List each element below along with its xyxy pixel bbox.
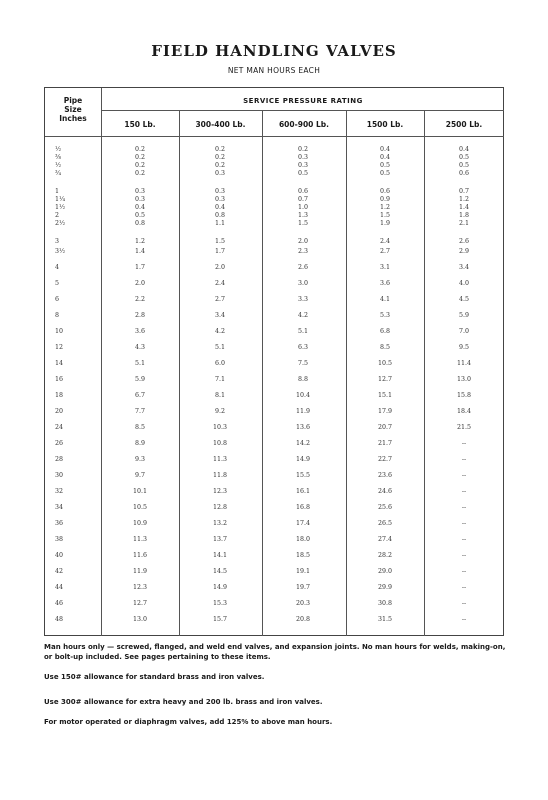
- man-hours-cell: 29.9: [377, 584, 393, 591]
- man-hours-cell: 0.3: [214, 188, 225, 195]
- pipe-size-cell: ¾: [55, 170, 62, 177]
- man-hours-cell: 8.5: [134, 424, 145, 431]
- man-hours-cell: 14.1: [212, 552, 228, 559]
- man-hours-cell: 0.8: [134, 220, 145, 227]
- pipe-size-cell: 42: [55, 568, 64, 575]
- header-divider: [45, 136, 504, 137]
- man-hours-cell: 4.2: [214, 328, 225, 335]
- service-pressure-header: SERVICE PRESSURE RATING: [243, 97, 363, 105]
- man-hours-cell: 10.5: [377, 360, 393, 367]
- man-hours-cell: 15.8: [456, 392, 472, 399]
- man-hours-cell: 30.8: [377, 600, 393, 607]
- pipe-size-header-line: Size: [64, 105, 82, 114]
- man-hours-cell: 6.8: [379, 328, 390, 335]
- man-hours-cell: 13.0: [132, 616, 148, 623]
- man-hours-cell: 19.7: [295, 584, 311, 591]
- pipe-size-cell: 2½: [55, 220, 66, 227]
- man-hours-cell: --: [461, 520, 467, 527]
- man-hours-cell: 0.5: [379, 170, 390, 177]
- pipe-size-cell: 12: [55, 344, 64, 351]
- column-divider: [346, 110, 347, 636]
- column-header: 2500 Lb.: [445, 120, 483, 129]
- note-3: Use 300# allowance for extra heavy and 200 lb. brass and iron valves.: [44, 698, 323, 706]
- man-hours-cell: 0.3: [134, 196, 145, 203]
- man-hours-cell: 0.2: [214, 146, 225, 153]
- man-hours-cell: 0.3: [297, 154, 308, 161]
- man-hours-cell: 1.5: [214, 238, 225, 245]
- man-hours-cell: 24.6: [377, 488, 393, 495]
- man-hours-cell: 20.3: [295, 600, 311, 607]
- man-hours-cell: 15.7: [212, 616, 228, 623]
- man-hours-cell: 4.0: [458, 280, 469, 287]
- man-hours-cell: 3.4: [458, 264, 469, 271]
- man-hours-cell: 0.2: [134, 170, 145, 177]
- man-hours-cell: 2.4: [214, 280, 225, 287]
- man-hours-cell: 12.7: [377, 376, 393, 383]
- man-hours-cell: 17.9: [377, 408, 393, 415]
- column-header: 300-400 Lb.: [195, 120, 246, 129]
- man-hours-cell: 8.5: [379, 344, 390, 351]
- man-hours-cell: 11.9: [295, 408, 311, 415]
- man-hours-cell: 0.9: [379, 196, 390, 203]
- pipe-size-cell: 16: [55, 376, 64, 383]
- man-hours-cell: 6.0: [214, 360, 225, 367]
- man-hours-cell: 5.3: [379, 312, 390, 319]
- man-hours-cell: 9.5: [458, 344, 469, 351]
- pipe-size-cell: 20: [55, 408, 64, 415]
- man-hours-cell: 0.6: [458, 170, 469, 177]
- man-hours-cell: 4.2: [297, 312, 308, 319]
- column-header: 150 Lb.: [124, 120, 156, 129]
- man-hours-cell: 1.3: [297, 212, 308, 219]
- note-1: Man hours only — screwed, flanged, and weld end valves, and expansion joints. No man hours for welds, making-on, or bolt-up included. See pages pertaining to these items.: [44, 643, 506, 661]
- man-hours-cell: 21.5: [456, 424, 472, 431]
- man-hours-cell: 1.2: [134, 238, 145, 245]
- column-divider: [262, 110, 263, 636]
- man-hours-cell: 0.4: [134, 204, 145, 211]
- man-hours-cell: --: [461, 552, 467, 559]
- man-hours-cell: 1.2: [379, 204, 390, 211]
- man-hours-cell: 10.9: [132, 520, 148, 527]
- pipe-size-cell: 3½: [55, 248, 66, 255]
- man-hours-cell: 9.3: [134, 456, 145, 463]
- man-hours-cell: 1.4: [458, 204, 469, 211]
- man-hours-cell: 2.6: [458, 238, 469, 245]
- pipe-size-cell: 26: [55, 440, 64, 447]
- man-hours-cell: --: [461, 568, 467, 575]
- man-hours-cell: 20.8: [295, 616, 311, 623]
- man-hours-cell: 25.6: [377, 504, 393, 511]
- pipe-size-header: [45, 96, 101, 123]
- man-hours-cell: 12.8: [212, 504, 228, 511]
- man-hours-cell: --: [461, 472, 467, 479]
- man-hours-cell: 0.6: [297, 188, 308, 195]
- man-hours-cell: 13.0: [456, 376, 472, 383]
- man-hours-cell: 0.2: [214, 154, 225, 161]
- man-hours-cell: 11.3: [132, 536, 148, 543]
- man-hours-cell: 0.4: [214, 204, 225, 211]
- man-hours-cell: 7.7: [134, 408, 145, 415]
- page-title: FIELD HANDLING VALVES: [151, 42, 397, 60]
- man-hours-cell: 10.5: [132, 504, 148, 511]
- pipe-size-cell: 6: [55, 296, 60, 303]
- man-hours-cell: --: [461, 440, 467, 447]
- man-hours-cell: 1.7: [214, 248, 225, 255]
- man-hours-cell: 11.4: [456, 360, 472, 367]
- man-hours-cell: 3.0: [297, 280, 308, 287]
- man-hours-cell: 0.2: [134, 154, 145, 161]
- man-hours-cell: 9.2: [214, 408, 225, 415]
- man-hours-cell: 5.9: [458, 312, 469, 319]
- man-hours-cell: 0.4: [379, 154, 390, 161]
- man-hours-cell: 2.7: [214, 296, 225, 303]
- pipe-size-cell: 3: [55, 238, 60, 245]
- man-hours-cell: 15.3: [212, 600, 228, 607]
- man-hours-cell: 13.7: [212, 536, 228, 543]
- man-hours-cell: 18.5: [295, 552, 311, 559]
- man-hours-cell: 5.1: [134, 360, 145, 367]
- man-hours-cell: 4.3: [134, 344, 145, 351]
- man-hours-cell: 11.3: [212, 456, 228, 463]
- man-hours-cell: 2.2: [134, 296, 145, 303]
- man-hours-cell: 0.3: [134, 188, 145, 195]
- pipe-size-cell: 2: [55, 212, 60, 219]
- man-hours-cell: 0.5: [458, 162, 469, 169]
- pipe-size-cell: ⅜: [55, 154, 62, 161]
- man-hours-cell: 1.5: [379, 212, 390, 219]
- man-hours-cell: 6.3: [297, 344, 308, 351]
- column-divider: [179, 110, 180, 636]
- man-hours-cell: 2.8: [134, 312, 145, 319]
- man-hours-cell: 0.4: [379, 146, 390, 153]
- man-hours-cell: 2.1: [458, 220, 469, 227]
- man-hours-cell: 7.5: [297, 360, 308, 367]
- pipe-size-header-line: Pipe: [63, 96, 83, 105]
- man-hours-cell: 14.5: [212, 568, 228, 575]
- man-hours-cell: --: [461, 616, 467, 623]
- man-hours-cell: 16.8: [295, 504, 311, 511]
- pipe-size-cell: 10: [55, 328, 64, 335]
- man-hours-cell: 12.7: [132, 600, 148, 607]
- man-hours-cell: 29.0: [377, 568, 393, 575]
- man-hours-cell: 0.2: [297, 146, 308, 153]
- man-hours-cell: 18.0: [295, 536, 311, 543]
- man-hours-cell: 8.9: [134, 440, 145, 447]
- man-hours-cell: 13.6: [295, 424, 311, 431]
- man-hours-cell: 0.8: [214, 212, 225, 219]
- man-hours-cell: 4.5: [458, 296, 469, 303]
- man-hours-cell: 7.1: [214, 376, 225, 383]
- man-hours-cell: 26.5: [377, 520, 393, 527]
- pipe-size-cell: 46: [55, 600, 64, 607]
- man-hours-cell: 0.5: [379, 162, 390, 169]
- column-divider: [424, 110, 425, 636]
- man-hours-cell: 0.3: [214, 196, 225, 203]
- man-hours-cell: 0.3: [214, 170, 225, 177]
- man-hours-cell: 10.8: [212, 440, 228, 447]
- man-hours-cell: 1.5: [297, 220, 308, 227]
- man-hours-cell: 11.8: [212, 472, 228, 479]
- pipe-size-cell: ½: [55, 162, 62, 169]
- man-hours-cell: 3.6: [379, 280, 390, 287]
- man-hours-cell: 1.0: [297, 204, 308, 211]
- man-hours-cell: 13.2: [212, 520, 228, 527]
- man-hours-cell: 2.0: [297, 238, 308, 245]
- pipe-size-cell: 36: [55, 520, 64, 527]
- man-hours-cell: 28.2: [377, 552, 393, 559]
- man-hours-cell: 16.1: [295, 488, 311, 495]
- man-hours-cell: 0.2: [134, 162, 145, 169]
- man-hours-cell: 27.4: [377, 536, 393, 543]
- man-hours-cell: 4.1: [379, 296, 390, 303]
- pipe-size-cell: 1: [55, 188, 60, 195]
- man-hours-cell: 11.9: [132, 568, 148, 575]
- pipe-size-cell: 1¼: [55, 196, 66, 203]
- pipe-size-cell: 30: [55, 472, 64, 479]
- man-hours-cell: 20.7: [377, 424, 393, 431]
- man-hours-cell: 21.7: [377, 440, 393, 447]
- man-hours-cell: 2.0: [134, 280, 145, 287]
- man-hours-cell: 0.4: [458, 146, 469, 153]
- man-hours-cell: 0.2: [214, 162, 225, 169]
- man-hours-cell: 7.0: [458, 328, 469, 335]
- man-hours-cell: 3.1: [379, 264, 390, 271]
- man-hours-cell: 12.3: [212, 488, 228, 495]
- man-hours-cell: 0.3: [297, 162, 308, 169]
- man-hours-cell: --: [461, 584, 467, 591]
- man-hours-cell: 1.7: [134, 264, 145, 271]
- pipe-size-cell: 18: [55, 392, 64, 399]
- man-hours-cell: 3.6: [134, 328, 145, 335]
- pipe-size-cell: ½: [55, 146, 62, 153]
- man-hours-cell: 3.4: [214, 312, 225, 319]
- man-hours-cell: 9.7: [134, 472, 145, 479]
- man-hours-cell: 1.2: [458, 196, 469, 203]
- man-hours-cell: 2.7: [379, 248, 390, 255]
- man-hours-cell: --: [461, 504, 467, 511]
- man-hours-cell: 14.9: [212, 584, 228, 591]
- man-hours-cell: 14.2: [295, 440, 311, 447]
- pipe-size-cell: 28: [55, 456, 64, 463]
- man-hours-cell: --: [461, 600, 467, 607]
- man-hours-cell: 0.7: [458, 188, 469, 195]
- man-hours-cell: 18.4: [456, 408, 472, 415]
- man-hours-cell: 11.6: [132, 552, 148, 559]
- man-hours-cell: 2.9: [458, 248, 469, 255]
- man-hours-cell: 1.8: [458, 212, 469, 219]
- man-hours-cell: 23.6: [377, 472, 393, 479]
- pipe-size-cell: 8: [55, 312, 60, 319]
- man-hours-table: [44, 87, 504, 636]
- man-hours-cell: 1.1: [214, 220, 225, 227]
- pipe-size-cell: 5: [55, 280, 60, 287]
- man-hours-cell: 0.7: [297, 196, 308, 203]
- pipe-size-cell: 38: [55, 536, 64, 543]
- man-hours-cell: --: [461, 456, 467, 463]
- man-hours-cell: 1.9: [379, 220, 390, 227]
- man-hours-cell: 2.4: [379, 238, 390, 245]
- man-hours-cell: 0.6: [379, 188, 390, 195]
- pipe-size-cell: 44: [55, 584, 64, 591]
- man-hours-cell: 3.3: [297, 296, 308, 303]
- man-hours-cell: 2.3: [297, 248, 308, 255]
- man-hours-cell: 10.3: [212, 424, 228, 431]
- man-hours-cell: 10.4: [295, 392, 311, 399]
- pipe-size-cell: 48: [55, 616, 64, 623]
- man-hours-cell: 0.5: [297, 170, 308, 177]
- man-hours-cell: 2.6: [297, 264, 308, 271]
- man-hours-cell: 8.1: [214, 392, 225, 399]
- man-hours-cell: 12.3: [132, 584, 148, 591]
- group-header-divider: [101, 110, 504, 111]
- page-subtitle: NET MAN HOURS EACH: [227, 66, 321, 75]
- man-hours-cell: 19.1: [295, 568, 311, 575]
- pipe-size-cell: 24: [55, 424, 64, 431]
- man-hours-cell: 5.1: [297, 328, 308, 335]
- man-hours-cell: --: [461, 536, 467, 543]
- pipe-size-cell: 4: [55, 264, 60, 271]
- pipe-size-cell: 32: [55, 488, 64, 495]
- man-hours-cell: 14.9: [295, 456, 311, 463]
- man-hours-cell: 1.4: [134, 248, 145, 255]
- column-header: 1500 Lb.: [366, 120, 404, 129]
- man-hours-cell: 17.4: [295, 520, 311, 527]
- man-hours-cell: 22.7: [377, 456, 393, 463]
- man-hours-cell: 0.5: [458, 154, 469, 161]
- man-hours-cell: 31.5: [377, 616, 393, 623]
- man-hours-cell: 10.1: [132, 488, 148, 495]
- man-hours-cell: 0.2: [134, 146, 145, 153]
- man-hours-cell: 2.0: [214, 264, 225, 271]
- man-hours-cell: 6.7: [134, 392, 145, 399]
- note-2: Use 150# allowance for standard brass and iron valves.: [44, 673, 265, 681]
- man-hours-cell: 8.8: [297, 376, 308, 383]
- column-header: 600-900 Lb.: [278, 120, 330, 129]
- man-hours-cell: 5.1: [214, 344, 225, 351]
- man-hours-cell: 15.5: [295, 472, 311, 479]
- man-hours-cell: --: [461, 488, 467, 495]
- man-hours-cell: 15.1: [377, 392, 393, 399]
- pipe-size-header-line: Inches: [59, 114, 87, 123]
- pipe-size-cell: 40: [55, 552, 64, 559]
- man-hours-cell: 5.9: [134, 376, 145, 383]
- note-4: For motor operated or diaphragm valves, add 125% to above man hours.: [44, 718, 333, 726]
- pipe-size-cell: 14: [55, 360, 64, 367]
- pipe-size-cell: 1½: [55, 204, 66, 211]
- pipe-size-cell: 34: [55, 504, 64, 511]
- man-hours-cell: 0.5: [134, 212, 145, 219]
